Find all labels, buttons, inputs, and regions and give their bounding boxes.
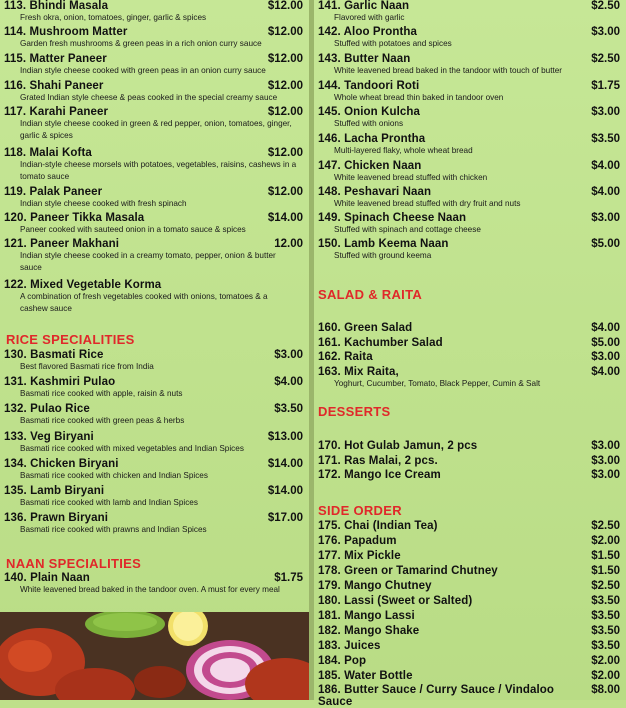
item-price: $1.75: [591, 80, 620, 92]
naan-item: [314, 238, 626, 262]
item-description: Flavored with garlic: [334, 13, 405, 22]
salad-item: [314, 351, 626, 363]
rice-item: [0, 431, 309, 455]
item-row: [318, 212, 620, 224]
naan-item: [314, 160, 626, 184]
item-name: 182. Mango Shake: [318, 625, 420, 637]
entree-item: [0, 53, 309, 77]
item-name: 140. Plain Naan: [4, 572, 90, 584]
item-description: Indian-style cheese morsels with potatoes, vegetables, raisins, cashews in a tomato sauce: [20, 160, 297, 181]
side-item: [314, 520, 626, 532]
item-price: $12.00: [267, 106, 303, 118]
item-description: Best flavored Basmati rice from India: [20, 362, 154, 371]
item-name: 171. Ras Malai, 2 pcs.: [318, 455, 438, 467]
item-name: 147. Chicken Naan: [318, 160, 422, 172]
item-price: $4.00: [591, 160, 620, 172]
item-price: $12.00: [267, 80, 303, 92]
item-price: $4.00: [591, 186, 620, 198]
dessert-item: [314, 455, 626, 467]
item-name: 141. Garlic Naan: [318, 0, 410, 12]
item-row: [318, 366, 620, 378]
item-name: 132. Pulao Rice: [4, 403, 90, 415]
entree-item: [0, 80, 309, 104]
item-name: 114. Mushroom Matter: [4, 26, 128, 38]
side-item: [314, 535, 626, 547]
item-row: [4, 212, 303, 224]
side-item: [314, 655, 626, 667]
entree-item: [0, 147, 309, 183]
entree-item: [0, 186, 309, 210]
item-row: [4, 279, 303, 291]
item-price: $12.00: [267, 53, 303, 65]
item-row: [318, 26, 620, 38]
salad-item: [314, 366, 626, 390]
item-row: [318, 80, 620, 92]
item-name: 116. Shahi Paneer: [4, 80, 104, 92]
item-price: $3.00: [591, 469, 620, 481]
item-row: [318, 53, 620, 65]
item-row: [4, 0, 303, 12]
item-row: [318, 440, 620, 452]
item-price: $3.00: [591, 351, 620, 363]
item-price: $5.00: [591, 337, 620, 349]
item-price: 12.00: [274, 238, 303, 250]
item-row: [318, 580, 620, 592]
item-name: 130. Basmati Rice: [4, 349, 104, 361]
item-name: 135. Lamb Biryani: [4, 485, 105, 497]
item-description: White leavened bread stuffed with chicken: [334, 173, 488, 182]
entree-item: [0, 0, 309, 24]
rice-item: [0, 485, 309, 509]
item-price: $12.00: [267, 0, 303, 12]
item-name: 119. Palak Paneer: [4, 186, 103, 198]
side-item: [314, 550, 626, 562]
item-name: 148. Peshavari Naan: [318, 186, 432, 198]
item-description: Indian style cheese cooked in a creamy tomato, pepper, onion & butter sauce: [20, 251, 276, 272]
rice-item: [0, 512, 309, 536]
item-name: 136. Prawn Biryani: [4, 512, 109, 524]
item-price: $3.00: [591, 212, 620, 224]
item-name: 120. Paneer Tikka Masala: [4, 212, 145, 224]
item-row: [318, 520, 620, 532]
item-row: [318, 595, 620, 607]
item-price: $3.50: [591, 595, 620, 607]
rice-item: [0, 458, 309, 482]
item-row: [318, 550, 620, 562]
item-price: $3.00: [591, 26, 620, 38]
item-row: [4, 431, 303, 443]
item-description: White leavened bread stuffed with dry fruit and nuts: [334, 199, 521, 208]
item-row: [318, 186, 620, 198]
item-row: [4, 512, 303, 524]
item-row: [4, 238, 303, 250]
side-item: [314, 684, 626, 708]
item-row: [318, 322, 620, 334]
item-name: 183. Juices: [318, 640, 381, 652]
food-photo-illustration: [0, 612, 309, 700]
item-row: [318, 535, 620, 547]
item-description: Indian style cheese cooked with fresh spinach: [20, 199, 187, 208]
item-price: $3.50: [591, 133, 620, 145]
item-row: [4, 403, 303, 415]
item-name: 133. Veg Biryani: [4, 431, 94, 443]
item-row: [4, 485, 303, 497]
item-row: [318, 469, 620, 481]
item-row: [318, 0, 620, 12]
item-name: 122. Mixed Vegetable Korma: [4, 279, 162, 291]
item-row: [318, 684, 620, 708]
item-price: $5.00: [591, 238, 620, 250]
item-row: [4, 458, 303, 470]
item-row: [318, 106, 620, 118]
item-description: Stuffed with spinach and cottage cheese: [334, 225, 481, 234]
item-description: Stuffed with potatoes and spices: [334, 39, 452, 48]
item-description: Multi-layered flaky, whole wheat bread: [334, 146, 473, 155]
item-price: $8.00: [591, 684, 620, 696]
item-name: 186. Butter Sauce / Curry Sauce / Vindaloo Sauce: [318, 684, 554, 708]
item-row: [318, 160, 620, 172]
item-description: Indian style cheese cooked in green & red pepper, onion, tomatoes, ginger, garlic & spices: [20, 119, 292, 140]
item-name: 181. Mango Lassi: [318, 610, 415, 622]
side-item: [314, 595, 626, 607]
dessert-item: [314, 469, 626, 481]
item-name: 115. Matter Paneer: [4, 53, 107, 65]
side-item: [314, 610, 626, 622]
item-name: 176. Papadum: [318, 535, 397, 547]
item-price: $2.50: [591, 520, 620, 532]
item-description: Grated Indian style cheese & peas cooked in the special creamy sauce: [20, 93, 278, 102]
item-name: 145. Onion Kulcha: [318, 106, 421, 118]
item-row: [318, 625, 620, 637]
side-item: [314, 670, 626, 682]
item-price: $2.00: [591, 670, 620, 682]
entree-item: [0, 238, 309, 274]
item-name: 170. Hot Gulab Jamun, 2 pcs: [318, 440, 478, 452]
item-row: [318, 238, 620, 250]
naan-item: [0, 572, 309, 596]
item-name: 117. Karahi Paneer: [4, 106, 109, 118]
entree-item: [0, 106, 309, 142]
item-price: $13.00: [267, 431, 303, 443]
item-price: $2.50: [591, 53, 620, 65]
item-name: 179. Mango Chutney: [318, 580, 432, 592]
item-price: $2.00: [591, 535, 620, 547]
item-row: [318, 610, 620, 622]
naan-item: [314, 80, 626, 104]
item-price: $2.50: [591, 580, 620, 592]
item-row: [4, 80, 303, 92]
naan-item: [314, 186, 626, 210]
item-description: White leavened bread baked in the tandoor with touch of butter: [334, 66, 563, 75]
rice-item: [0, 376, 309, 400]
item-name: 113. Bhindi Masala: [4, 0, 109, 12]
item-row: [4, 376, 303, 388]
item-name: 161. Kachumber Salad: [318, 337, 443, 349]
naan-item: [314, 53, 626, 77]
item-row: [4, 349, 303, 361]
item-price: $3.00: [591, 455, 620, 467]
item-row: [318, 655, 620, 667]
naan-item: [314, 133, 626, 157]
entree-item: [0, 26, 309, 50]
item-description: Stuffed with onions: [334, 119, 404, 128]
rice-item: [0, 349, 309, 373]
salad-item: [314, 337, 626, 349]
item-row: [318, 133, 620, 145]
item-name: 118. Malai Kofta: [4, 147, 92, 159]
item-row: [318, 670, 620, 682]
item-row: [318, 455, 620, 467]
item-name: 175. Chai (Indian Tea): [318, 520, 438, 532]
side-item: [314, 640, 626, 652]
side-order-heading: SIDE ORDER: [318, 503, 402, 518]
rice-specialities-heading: RICE SPECIALITIES: [6, 332, 135, 347]
item-row: [4, 26, 303, 38]
item-price: $3.00: [274, 349, 303, 361]
item-price: $12.00: [267, 147, 303, 159]
item-name: 163. Mix Raita,: [318, 366, 399, 378]
item-name: 121. Paneer Makhani: [4, 238, 120, 250]
item-description: Basmati rice cooked with green peas & herbs: [20, 416, 185, 425]
item-description: Yoghurt, Cucumber, Tomato, Black Pepper, Cumin & Salt: [334, 379, 541, 388]
item-price: $1.75: [274, 572, 303, 584]
item-name: 149. Spinach Cheese Naan: [318, 212, 467, 224]
item-name: 184. Pop: [318, 655, 367, 667]
item-row: [318, 640, 620, 652]
item-description: Whole wheat bread thin baked in tandoor oven: [334, 93, 504, 102]
item-description: A combination of fresh vegetables cooked with onions, tomatoes & a cashew sauce: [20, 292, 268, 313]
item-price: $17.00: [267, 512, 303, 524]
item-price: $4.00: [274, 376, 303, 388]
naan-item: [314, 212, 626, 236]
item-name: 131. Kashmiri Pulao: [4, 376, 116, 388]
item-name: 172. Mango Ice Cream: [318, 469, 441, 481]
item-name: 178. Green or Tamarind Chutney: [318, 565, 498, 577]
item-price: $14.00: [267, 485, 303, 497]
naan-specialities-heading: NAAN SPECIALITIES: [6, 556, 142, 571]
item-description: Basmati rice cooked with chicken and Indian Spices: [20, 471, 208, 480]
item-description: Stuffed with ground keema: [334, 251, 432, 260]
item-name: 160. Green Salad: [318, 322, 413, 334]
item-price: $14.00: [267, 458, 303, 470]
item-row: [318, 565, 620, 577]
salad-raita-heading: SALAD & RAITA: [318, 287, 423, 302]
item-row: [4, 572, 303, 584]
item-name: 146. Lacha Prontha: [318, 133, 426, 145]
item-price: $4.00: [591, 322, 620, 334]
item-name: 143. Butter Naan: [318, 53, 411, 65]
item-price: $12.00: [267, 26, 303, 38]
item-name: 180. Lassi (Sweet or Salted): [318, 595, 473, 607]
item-price: $4.00: [591, 366, 620, 378]
item-description: Basmati rice cooked with lamb and Indian Spices: [20, 498, 198, 507]
item-name: 185. Water Bottle: [318, 670, 413, 682]
item-row: [318, 351, 620, 363]
item-name: 177. Mix Pickle: [318, 550, 401, 562]
item-description: Basmati rice cooked with apple, raisin & nuts: [20, 389, 183, 398]
item-row: [4, 147, 303, 159]
item-name: 150. Lamb Keema Naan: [318, 238, 449, 250]
item-row: [4, 106, 303, 118]
item-price: $3.50: [591, 610, 620, 622]
item-price: $2.50: [591, 0, 620, 12]
side-item: [314, 580, 626, 592]
naan-item: [314, 106, 626, 130]
item-price: $3.00: [591, 440, 620, 452]
food-photo: [0, 612, 309, 700]
item-name: 142. Aloo Prontha: [318, 26, 418, 38]
item-price: $1.50: [591, 550, 620, 562]
item-row: [318, 337, 620, 349]
item-name: 134. Chicken Biryani: [4, 458, 119, 470]
item-description: Basmati rice cooked with prawns and Indian Spices: [20, 525, 207, 534]
naan-item: [314, 26, 626, 50]
salad-item: [314, 322, 626, 334]
dessert-item: [314, 440, 626, 452]
side-item: [314, 565, 626, 577]
item-row: [4, 53, 303, 65]
entree-item: [0, 212, 309, 236]
naan-item: [314, 0, 626, 24]
item-price: $2.00: [591, 655, 620, 667]
item-description: White leavened bread baked in the tandoor oven. A must for every meal: [20, 585, 280, 594]
item-description: Fresh okra, onion, tomatoes, ginger, garlic & spices: [20, 13, 207, 22]
rice-item: [0, 403, 309, 427]
item-row: [4, 186, 303, 198]
item-description: Basmati rice cooked with mixed vegetables and Indian Spices: [20, 444, 244, 453]
item-price: $14.00: [267, 212, 303, 224]
side-item: [314, 625, 626, 637]
entree-item: [0, 279, 309, 315]
item-description: Garden fresh mushrooms & green peas in a rich onion curry sauce: [20, 39, 262, 48]
item-price: $3.50: [591, 625, 620, 637]
item-price: $1.50: [591, 565, 620, 577]
item-name: 162. Raita: [318, 351, 373, 363]
item-name: 144. Tandoori Roti: [318, 80, 420, 92]
item-price: $12.00: [267, 186, 303, 198]
item-price: $3.50: [591, 640, 620, 652]
item-description: Paneer cooked with sauteed onion in a tomato sauce & spices: [20, 225, 246, 234]
desserts-heading: DESSERTS: [318, 404, 391, 419]
item-price: $3.00: [591, 106, 620, 118]
item-description: Indian style cheese cooked with green peas in an onion curry sauce: [20, 66, 266, 75]
item-price: $3.50: [274, 403, 303, 415]
